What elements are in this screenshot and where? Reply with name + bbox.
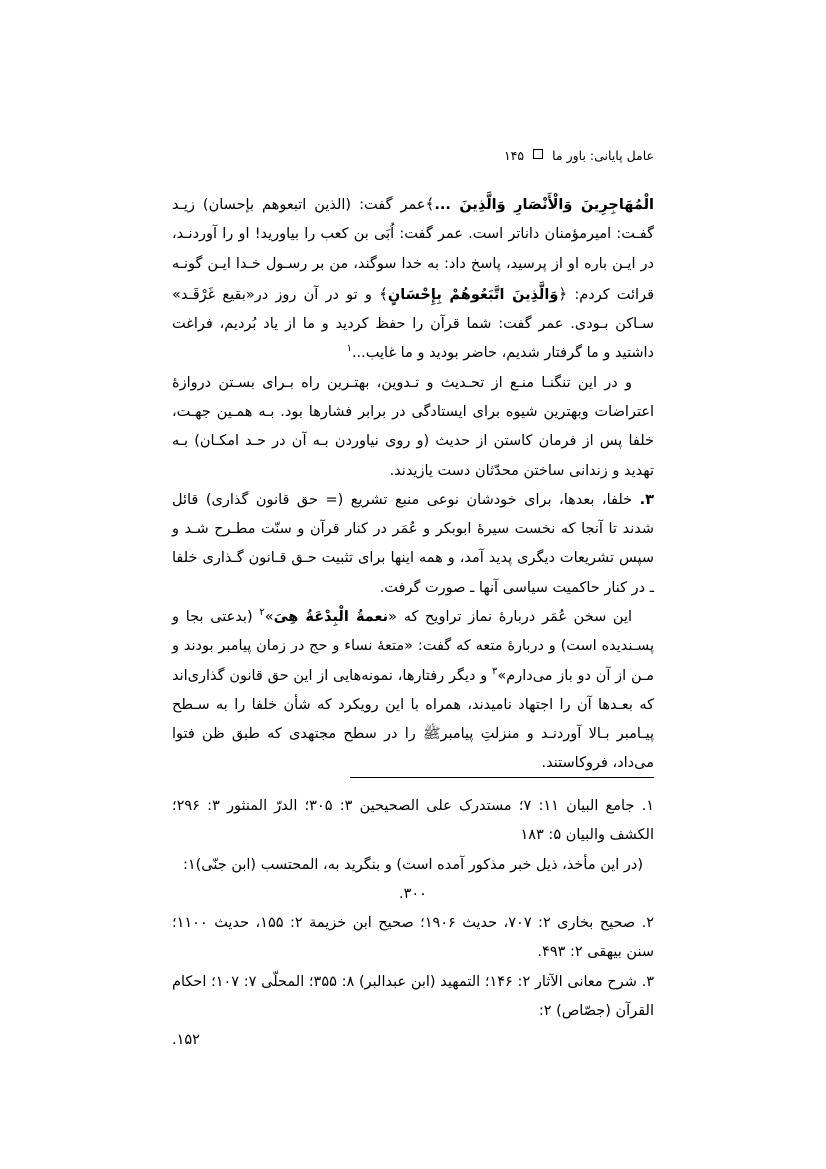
footnote-text: شرح معانی الآثار ۲: ۱۴۶؛ التمهيد (ابن عبدالبر) ۸: ۳۵۵؛ المحلّی ۷: ۱۰۷؛ احکام القرآن (جصّاص) ۲:: [172, 973, 654, 1019]
paragraph-1-text: عمر گفت: (الذين اتبعوهم بإحسان) زيـد گفـت: اميرمؤمنان داناتر است. عمر گفت: اُبَی بن کعب را بياوريد! او را آوردنـد، در ايـن باره او از پرسيد، پاسخ داد: به خدا سوگند، من بر رسـول خـدا ايـن گونـه قرائت کردم:: [172, 197, 655, 303]
footnote-ref-1[interactable]: ۱: [346, 343, 352, 355]
paragraph-4-part-b: »: [264, 608, 274, 625]
quran-quote-2: وَالَّذِينَ اتَّبَعُوهُمْ بِإِحْسَانٍ: [387, 286, 559, 303]
paragraph-3: [172, 486, 654, 603]
footnote-continuation: ۱۵۲.: [172, 1032, 200, 1049]
square-separator-icon: [533, 149, 543, 159]
footnote-ref-2[interactable]: ۲: [259, 607, 265, 619]
footnote-ref-3[interactable]: ۳: [491, 665, 498, 677]
footnote-text: صحيح بخاری ۲: ۷۰۷، حديث ۱۹۰۶؛ صحيح ابن خزيمة ۲: ۱۵۵، حديث ۱۱۰۰؛ سنن بيهقی ۲: ۴۹۳.: [172, 915, 654, 961]
page-number: ۱۴۵: [503, 148, 525, 163]
quote-close-glyph: ﴾: [425, 195, 435, 213]
quote-open-glyph: ﴿: [558, 284, 568, 303]
footnote-marker: ۲.: [641, 915, 655, 932]
paragraph-4-part-a: اين سخن عُمَر دربارۀ نماز تراويح که «: [388, 608, 633, 625]
paragraph-4-part-d: و ديگر رفتارها، نمونه‌هايی از اين حق قانون گذاری‌اند که بعـدها آن را اجتهاد ناميدند، همراه با اين رويکرد که شأن خلفا را به سـطح پيـامبر بـالا آوردنـد و منزلتِ پيامبرﷺ را در سطح مجتهدی که طبق ظن فتوا می‌داد، فروکاستند.: [172, 667, 654, 772]
running-head-title: عامل پایانی: باور ما: [552, 148, 654, 163]
footnote-marker: ۳.: [641, 973, 654, 990]
list-number-3: ۳.: [639, 491, 654, 508]
footnote-text: جامع البيان ۱۱: ۷؛ مستدرک علی الصحيحين ۳: ۳۰۵؛ الدرّ المنثور ۳: ۲۹۶؛ الکشف والبيان ۵: ۱۸۳: [172, 798, 654, 844]
footnote-item: [172, 909, 654, 968]
footnote-continuation: (در اين مأخذ، ذيل خبر مذکور آمده است) و بنگريد به، المحتسب (ابن جنّی)۱: ۳۰۰.: [182, 856, 644, 902]
paragraph-4-part-c: (بدعتی بجا و پسـنديده است) و دربارۀ متعه که گفت: «متعۀ نساء و حج در زمان پيامبر بودند و مـن از آن دو باز می‌دارم»: [172, 608, 655, 684]
quran-quote-1: الْمُهَاجِرِينَ وَالْأَنْصَارِ وَالَّذِينَ ...: [434, 197, 654, 213]
footnote-separator: [350, 777, 654, 778]
page-body: [172, 148, 654, 779]
quote-close-glyph-2: ﴾: [379, 284, 388, 303]
paragraph-2: و در اين تنگنـا منـع از تحـديث و تـدوين، بهتـرين راه بـرای بسـتن دروازۀ اعتراضات وبهترين شيوه برای ايستادگی در برابر فشارها بود. بـه همـين جهـت، خلفا پس از فرمان کاستن از حديث (و روی نياوردن بـه آن در حـد امکـان) بـه تهديد و زندانی ساختن محدّثان دست يازيدند.: [172, 374, 654, 479]
paragraph-1-continued: و تو در آن روز در«بقيع غَرْقَـد» سـاکن بـودی. عمر گفت: شما قرآن را حفظ کرديد و ما از ياد بُرديم، فراغت داشتيد و ما گرفتار شديم، حاضر بوديد و ما غايب...: [172, 286, 654, 362]
footnote-item: [172, 968, 654, 1027]
paragraph-3-text: خلفا، بعدها، برای خودشان نوعی منبع تشريع (= حق قانون گذاری) قائل شدند تا آنجا که نخست سيرۀ ابوبکر و عُمَر در کنار قرآن و سنّت مطـرح شـد و سپس تشريعات ديگری پديد آمد، و همه اينها برای تثبيت حـق قـانون گـذاری خلفا ـ در کنار حاکميت سياسی آنها ـ صورت گرفت.: [172, 491, 654, 596]
footnote-item: [172, 792, 654, 851]
paragraph-4: [172, 603, 654, 779]
running-head: [172, 148, 654, 163]
footnotes: [172, 792, 654, 1056]
arabic-quote-bidah: نعمةُ الْبِدْعَةُ هِیَ: [273, 608, 389, 625]
footnote-marker: ۱.: [641, 798, 655, 814]
paragraph-1: [172, 189, 654, 369]
